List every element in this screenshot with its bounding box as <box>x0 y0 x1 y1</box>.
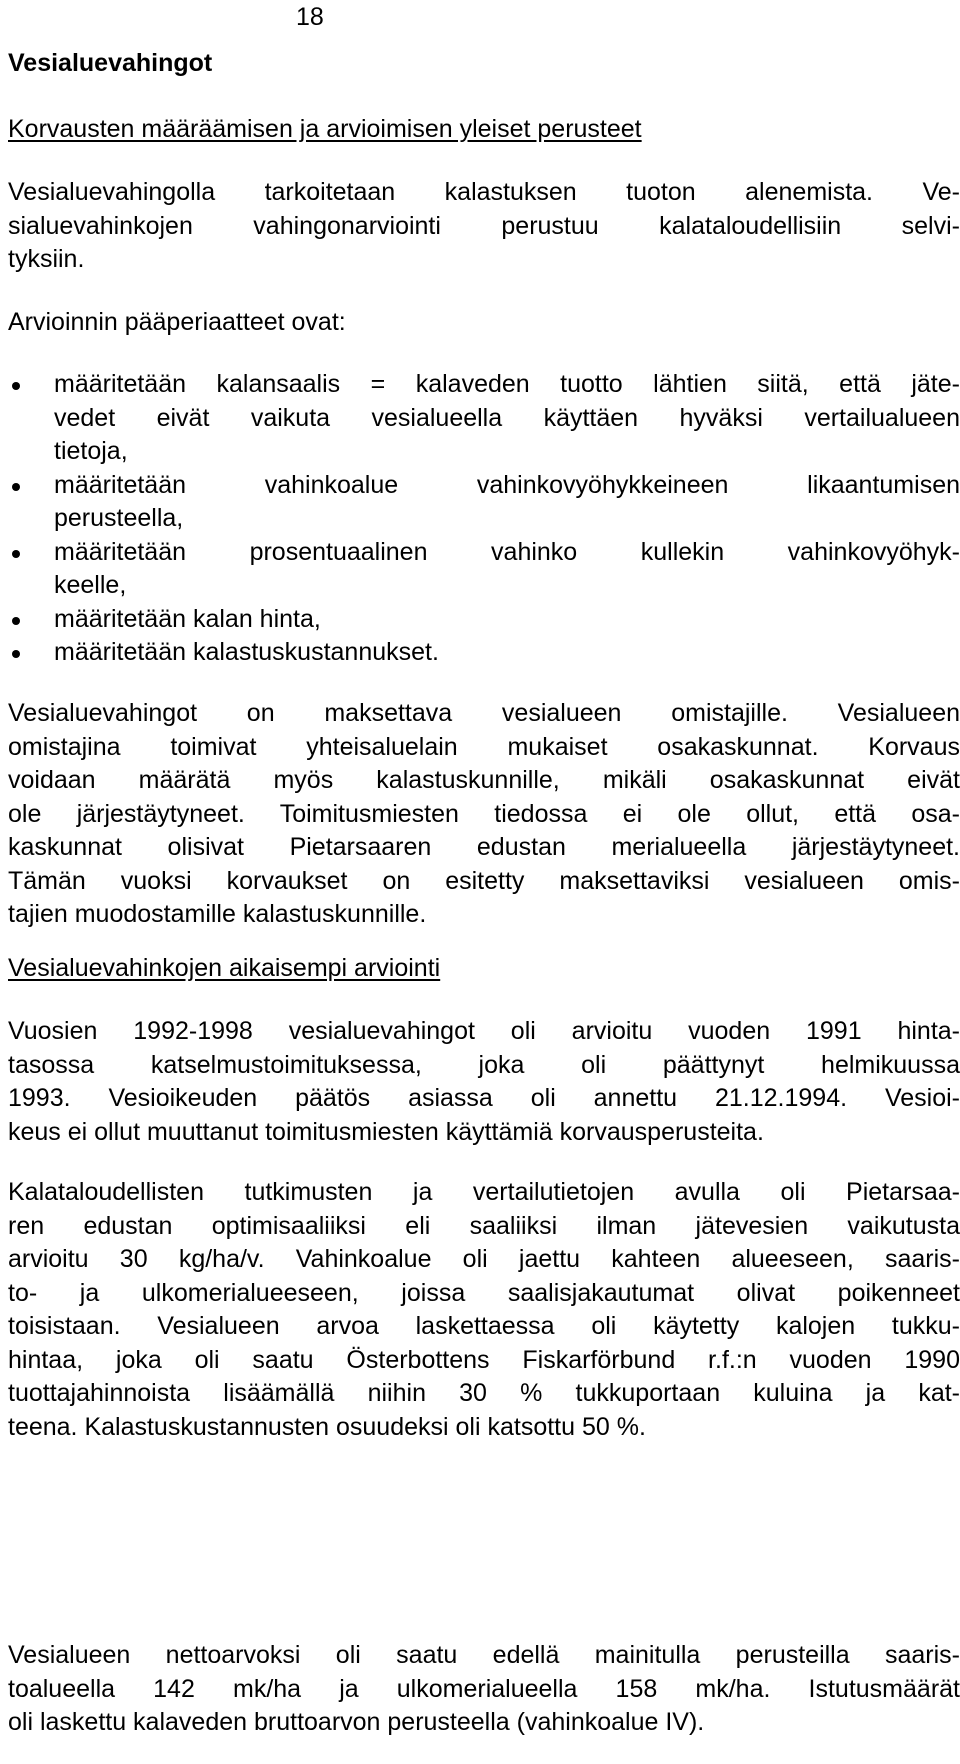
text-line: toalueella 142 mk/ha ja ulkomerialueella 158 mk/ha. Istutusmäärät <box>8 1674 960 1703</box>
list-item <box>8 368 960 469</box>
text-line: perusteella, <box>54 504 184 532</box>
text-line: tasossa katselmustoimituksessa, joka oli päättynyt helmikuussa <box>8 1050 960 1079</box>
text-line: oli laskettu kalaveden bruttoarvon perusteella (vahinkoalue IV). <box>8 1708 705 1736</box>
bullet-icon <box>12 483 20 491</box>
text-line: määritetään vahinkoalue vahinkovyöhykkeineen likaantumisen <box>54 470 960 499</box>
net-value-paragraph <box>8 1639 960 1740</box>
text-line: sialuevahinkojen vahingonarviointi perustuu kalataloudellisiin selvi- <box>8 211 960 240</box>
text-line: tajien muodostamille kalastuskunnille. <box>8 900 427 928</box>
earlier-assessment-paragraph <box>8 1015 960 1149</box>
text-line: ole järjestäytyneet. Toimitusmiesten tiedossa ei ole ollut, että osa- <box>8 799 960 828</box>
list-item <box>8 469 960 536</box>
list-item <box>8 536 960 603</box>
text-line: tyksiin. <box>8 245 85 273</box>
text-line: kaskunnat olisivat Pietarsaaren edustan merialueella järjestäytyneet. <box>8 833 960 861</box>
bullet-icon <box>12 617 20 625</box>
principles-list <box>8 368 960 670</box>
text-line: Vesialuevahingot on maksettava vesialueen omistajille. Vesialueen <box>8 699 960 727</box>
bullet-icon <box>12 650 20 658</box>
section-heading-earlier-assessment: Vesialuevahinkojen aikaisempi arviointi <box>8 954 441 982</box>
intro-paragraph <box>8 176 960 277</box>
bullet-icon <box>12 550 20 558</box>
text-line: arvioitu 30 kg/ha/v. Vahinkoalue oli jaettu kahteen alueeseen, saaris- <box>8 1245 960 1273</box>
text-line: keelle, <box>54 571 127 599</box>
fishery-studies-paragraph <box>8 1176 960 1444</box>
page-number: 18 <box>296 3 324 31</box>
text-line: Tämän vuoksi korvaukset on esitetty maksettaviksi vesialueen omis- <box>8 866 960 895</box>
text-line: määritetään kalastuskustannukset. <box>54 638 439 666</box>
text-line: 1993. Vesioikeuden päätös asiassa oli annettu 21.12.1994. Vesioi- <box>8 1084 960 1112</box>
text-line: tietoja, <box>54 437 128 465</box>
text-line: Kalataloudellisten tutkimusten ja vertailutietojen avulla oli Pietarsaa- <box>8 1178 960 1206</box>
text-line: määritetään prosentuaalinen vahinko kullekin vahinkovyöhyk- <box>54 537 960 566</box>
text-line: Vesialuevahingolla tarkoitetaan kalastuksen tuoton alenemista. Ve- <box>8 178 960 206</box>
principles-lead <box>8 306 960 340</box>
bullet-icon <box>12 382 20 390</box>
text-line: määritetään kalan hinta, <box>54 604 321 633</box>
text-line: määritetään kalansaalis = kalaveden tuotto lähtien siitä, että jäte- <box>54 370 960 398</box>
owners-paragraph <box>8 697 960 932</box>
page-title: Vesialuevahingot <box>8 49 213 77</box>
list-item <box>8 603 960 637</box>
text-line: ren edustan optimisaaliiksi eli saaliiksi ilman jätevesien vaikutusta <box>8 1211 960 1240</box>
text-line: hintaa, joka oli saatu Österbottens Fiskarförbund r.f.:n vuoden 1990 <box>8 1345 960 1374</box>
text-line: tuottajahinnoista lisäämällä niihin 30 % tukkuportaan kuluina ja kat- <box>8 1379 960 1407</box>
text-line: vedet eivät vaikuta vesialueella käyttäen hyväksi vertailualueen <box>54 403 960 432</box>
text-line: voidaan määrätä myös kalastuskunnille, mikäli osakaskunnat eivät <box>8 766 960 794</box>
text-line: Vuosien 1992-1998 vesialuevahingot oli arvioitu vuoden 1991 hinta- <box>8 1017 960 1045</box>
text-line: omistajina toimivat yhteisaluelain mukaiset osakaskunnat. Korvaus <box>8 732 960 761</box>
section-heading-compensation-principles: Korvausten määräämisen ja arvioimisen yleiset perusteet <box>8 115 642 143</box>
text-line: teena. Kalastuskustannusten osuudeksi oli katsottu 50 %. <box>8 1412 646 1441</box>
document-page <box>8 0 958 1764</box>
text-line: toisistaan. Vesialueen arvoa laskettaessa oli käytetty kalojen tukku- <box>8 1312 960 1340</box>
text-line: keus ei ollut muuttanut toimitusmiesten käyttämiä korvausperusteita. <box>8 1117 764 1146</box>
text-line: to- ja ulkomerialueeseen, joissa saalisjakautumat olivat poikenneet <box>8 1278 960 1307</box>
text-line: Arvioinnin pääperiaatteet ovat: <box>8 308 346 336</box>
text-line: Vesialueen nettoarvoksi oli saatu edellä mainitulla perusteilla saaris- <box>8 1641 960 1669</box>
list-item <box>8 636 960 670</box>
